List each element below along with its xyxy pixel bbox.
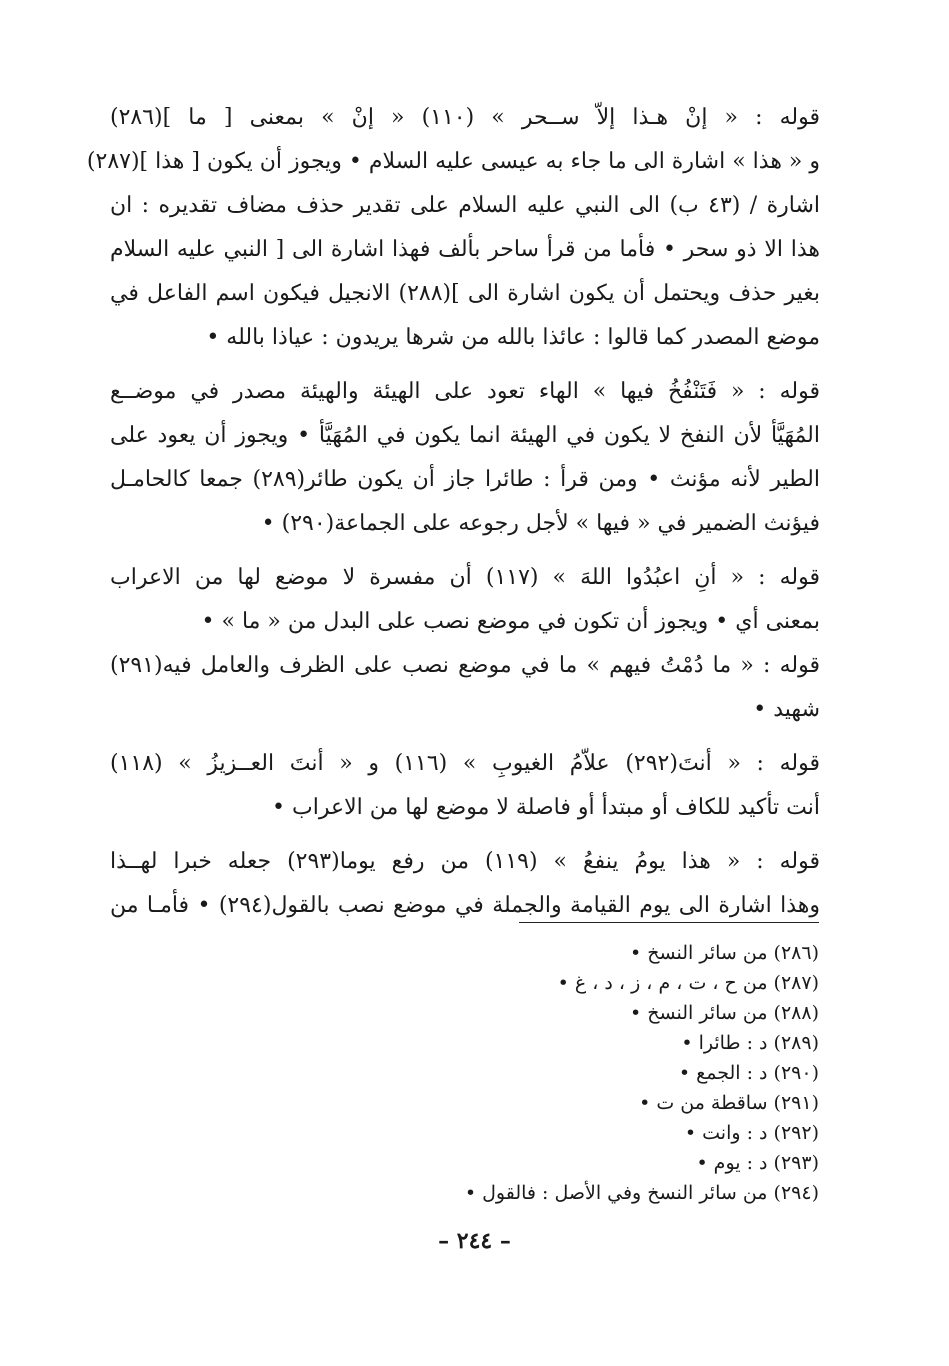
main-text: [86, 96, 821, 928]
text-line: وهذا اشارة الى يوم القيامة والجملة في موضع نصب بالقول(٢٩٤) • فأمـا من: [110, 893, 820, 918]
footnote: (٢٨٧) من ح ، ت ، م ، ز ، د ، غ •: [557, 972, 819, 994]
text-line: قوله : « ما دُمْتُ فيهم » ما في موضع نصب على الظرف والعامل فيه(٢٩١): [110, 653, 820, 678]
text-line: بغير حذف ويحتمل أن يكون اشارة الى ](٢٨٨) الانجيل فيكون اسم الفاعل في: [110, 281, 821, 306]
text-line: أنت تأكيد للكاف أو مبتدأ أو فاصلة لا موضع لها من الاعراب •: [272, 795, 820, 820]
footnotes: [319, 938, 819, 1208]
text-line: قوله : « أنِ اعبُدُوا اللهَ » (١١٧) أن مفسرة لا موضع لها من الاعراب: [110, 565, 821, 590]
footnote: (٢٨٦) من سائر النسخ •: [630, 942, 819, 964]
footnote-divider: [519, 922, 819, 923]
text-line: قوله : « إنْ هـذا إلاّ ســحر » (١١٠) « إنْ » بمعنى [ ما ](٢٨٦): [110, 105, 820, 130]
footnote: (٢٩٣) د : يوم •: [696, 1152, 819, 1174]
text-line: بمعنى أي • ويجوز أن تكون في موضع نصب على البدل من « ما » •: [201, 609, 820, 634]
footnote: (٢٩٤) من سائر النسخ وفي الأصل : فالقول •: [464, 1182, 819, 1204]
text-line: اشارة / (٤٣ ب) الى النبي عليه السلام على تقدير حذف مضاف تقديره : ان: [110, 193, 820, 218]
text-line: قوله : « أنتَ(٢٩٢) علاّمُ الغيوبِ » (١١٦) و « أنتَ العــزيزُ » (١١٨): [110, 751, 820, 776]
text-line: قوله : « فَتَنْفُخُ فيها » الهاء تعود على الهيئة والهيئة مصدر في موضــع: [110, 379, 820, 404]
text-line: هذا الا ذو سحر • فأما من قرأ ساحر بألف فهذا اشارة الى [ النبي عليه السلام: [110, 237, 820, 262]
text-line: موضع المصدر كما قالوا : عائذا بالله من شرها يريدون : عياذا بالله •: [206, 325, 820, 350]
text-line: الطير لأنه مؤنث • ومن قرأ : طائرا جاز أن يكون طائر(٢٨٩) جمعا كالحامـل: [110, 467, 820, 492]
text-line: المُهَيَّأ لأن النفخ لا يكون في الهيئة انما يكون في المُهَيَّأ • ويجوز أن يعود على: [110, 423, 820, 448]
footnote: (٢٩١) ساقطة من ت •: [639, 1092, 819, 1114]
text-line: فيؤنث الضمير في « فيها » لأجل رجوعه على الجماعة(٢٩٠) •: [261, 511, 820, 536]
text-line: قوله : « هذا يومُ ينفعُ » (١١٩) من رفع يوما(٢٩٣) جعله خبرا لهــذا: [110, 849, 820, 874]
footnote: (٢٨٩) د : طائرا •: [681, 1032, 819, 1054]
text-line: و « هذا » اشارة الى ما جاء به عيسى عليه السلام • ويجوز أن يكون [ هذا ](٢٨٧): [86, 149, 820, 174]
page-number: – ٢٤٤ –: [438, 1228, 511, 1254]
footnote: (٢٩٢) د : وانت •: [684, 1122, 819, 1144]
footnote: (٢٨٨) من سائر النسخ •: [630, 1002, 819, 1024]
footnote: (٢٩٠) د : الجمع •: [678, 1062, 819, 1084]
text-line: شهيد •: [753, 697, 820, 722]
